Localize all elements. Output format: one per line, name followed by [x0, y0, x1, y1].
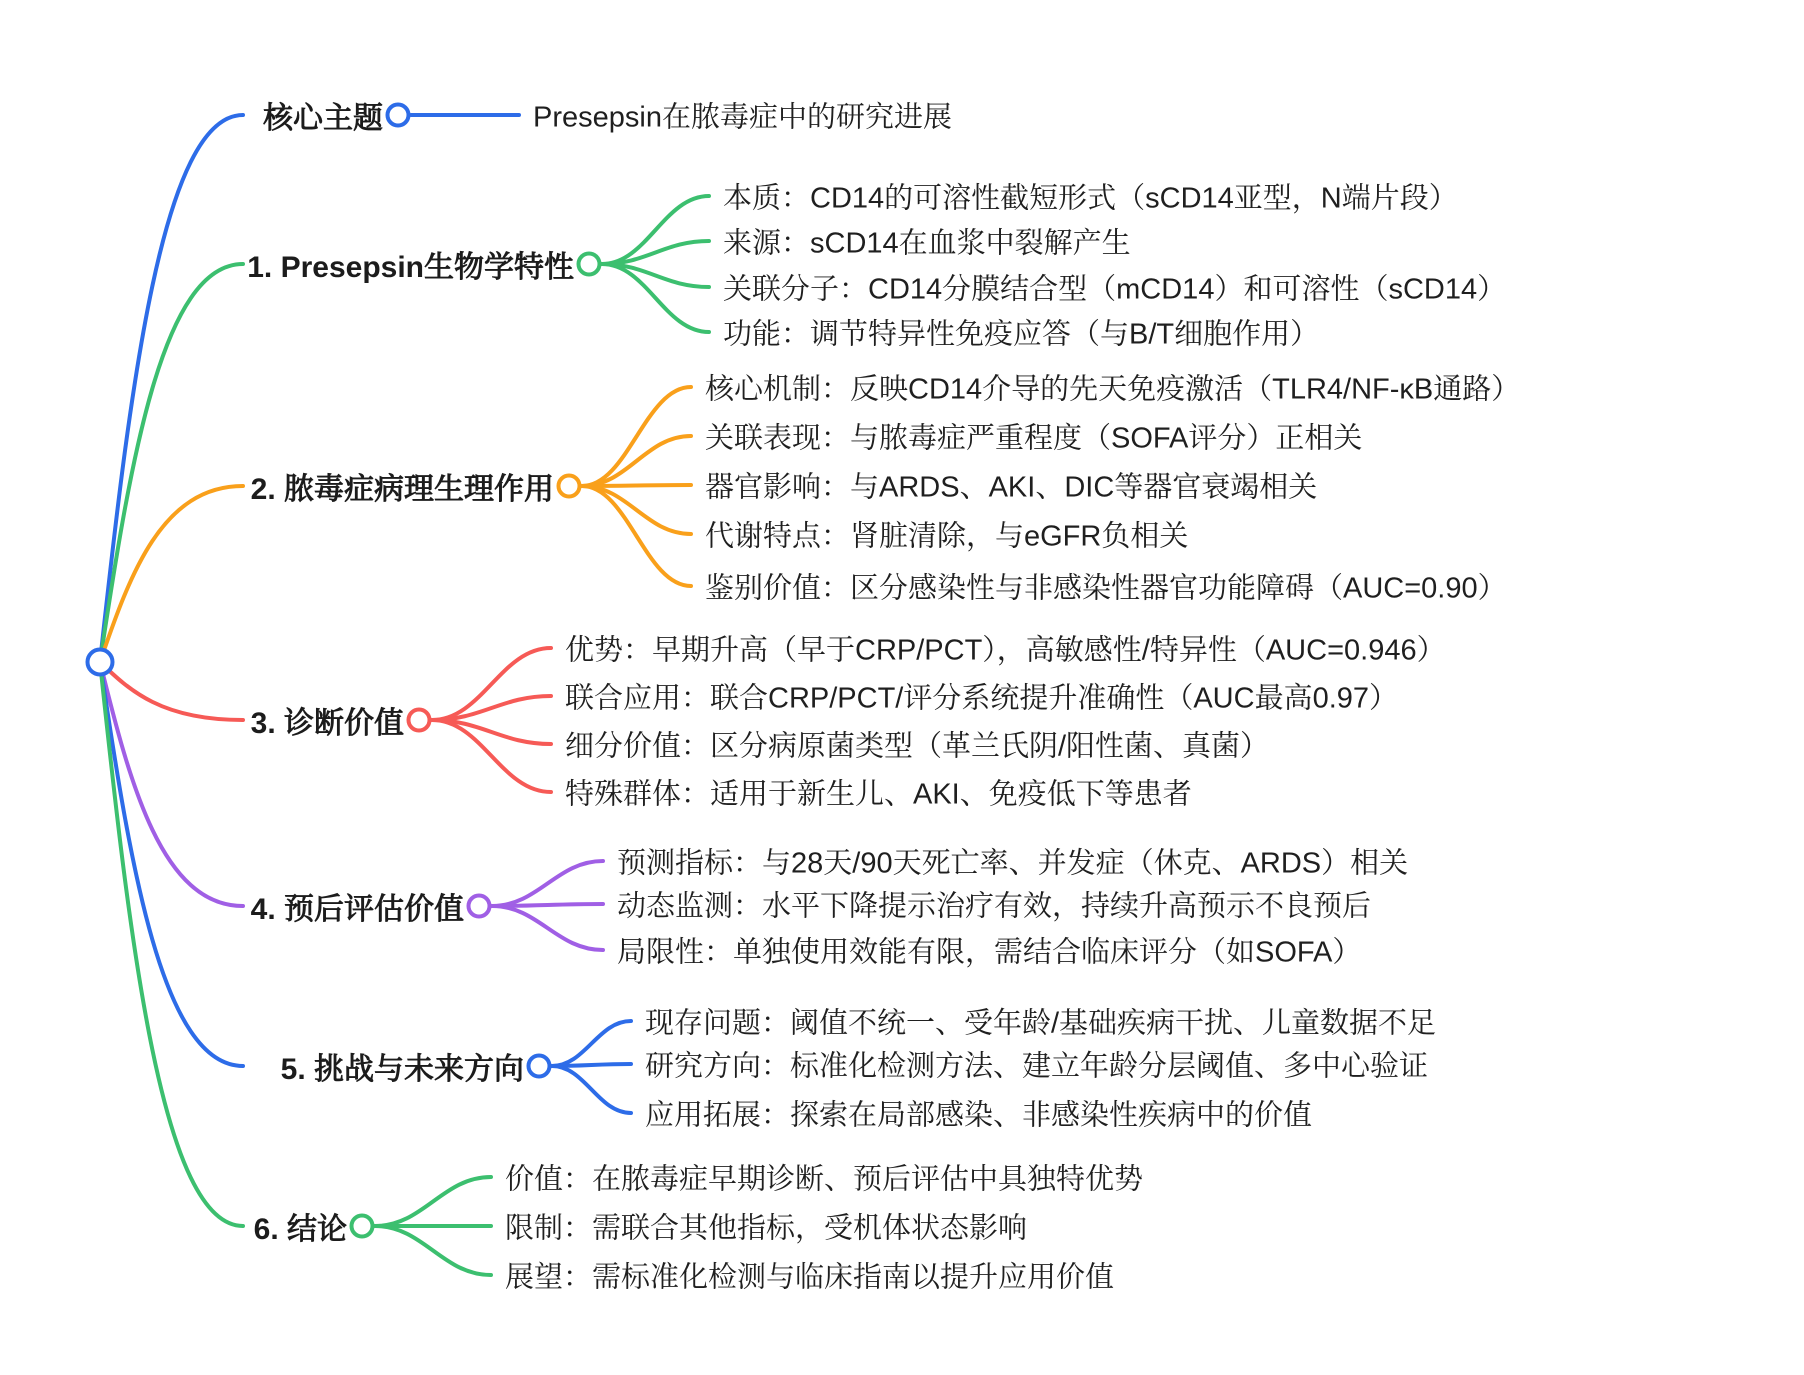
leaf-text[interactable]: 展望：需标准化检测与临床指南以提升应用价值 — [505, 1261, 1115, 1294]
leaf-curve — [552, 1064, 631, 1066]
branch-node-circle-biology[interactable] — [579, 254, 600, 275]
leaf-text[interactable]: 预测指标：与28天/90天死亡率、并发症（休克、ARDS）相关 — [617, 847, 1409, 880]
branch-curve-prognostic-value — [100, 662, 243, 906]
branch-node-circle-conclusion[interactable] — [352, 1216, 373, 1237]
branch-title-pathophysiology[interactable]: 2. 脓毒症病理生理作用 — [250, 473, 554, 506]
branch-node-circle-pathophysiology[interactable] — [559, 476, 580, 497]
leaf-text[interactable]: 现存问题：阈值不统一、受年龄/基础疾病干扰、儿童数据不足 — [645, 1007, 1437, 1040]
leaf-curve — [582, 486, 691, 586]
leaf-text[interactable]: 局限性：单独使用效能有限，需结合临床评分（如SOFA） — [617, 936, 1362, 969]
leaf-curve — [552, 1066, 631, 1113]
leaf-text[interactable]: 器官影响：与ARDS、AKI、DIC等器官衰竭相关 — [705, 471, 1318, 504]
leaf-text[interactable]: 鉴别价值：区分感染性与非感染性器官功能障碍（AUC=0.90） — [705, 572, 1507, 605]
leaf-text[interactable]: 价值：在脓毒症早期诊断、预后评估中具独特优势 — [505, 1163, 1144, 1196]
leaf-text[interactable]: 关联表现：与脓毒症严重程度（SOFA评分）正相关 — [705, 422, 1363, 455]
leaf-curve — [375, 1177, 491, 1226]
leaf-curve — [492, 861, 603, 906]
leaf-text[interactable]: 联合应用：联合CRP/PCT/评分系统提升准确性（AUC最高0.97） — [565, 682, 1399, 715]
branch-curve-diagnostic-value — [100, 662, 243, 720]
leaf-text[interactable]: 代谢特点：肾脏清除，与eGFR负相关 — [705, 520, 1189, 553]
leaf-curve — [582, 436, 691, 486]
leaf-text[interactable]: 本质：CD14的可溶性截短形式（sCD14亚型，N端片段） — [723, 182, 1458, 215]
leaf-text[interactable]: 关联分子：CD14分膜结合型（mCD14）和可溶性（sCD14） — [723, 273, 1507, 306]
leaf-curve — [582, 485, 691, 486]
branch-node-circle-core-topic[interactable] — [388, 105, 409, 126]
leaf-text[interactable]: 核心机制：反映CD14介导的先天免疫激活（TLR4/NF-κB通路） — [705, 373, 1521, 406]
branch-curve-pathophysiology — [100, 486, 243, 662]
root-node-circle[interactable] — [88, 650, 113, 675]
leaf-text[interactable]: 特殊群体：适用于新生儿、AKI、免疫低下等患者 — [565, 778, 1192, 811]
branch-title-conclusion[interactable]: 6. 结论 — [253, 1213, 347, 1246]
leaf-curve — [582, 486, 691, 534]
branch-curve-core-topic — [100, 115, 243, 662]
leaf-text[interactable]: 研究方向：标准化检测方法、建立年龄分层阈值、多中心验证 — [645, 1050, 1429, 1083]
leaf-curve — [492, 906, 603, 950]
leaf-text[interactable]: 限制：需联合其他指标，受机体状态影响 — [505, 1212, 1028, 1245]
leaf-text[interactable]: 来源：sCD14在血浆中裂解产生 — [723, 227, 1131, 260]
branch-title-challenges-future[interactable]: 5. 挑战与未来方向 — [280, 1053, 524, 1086]
leaf-text[interactable]: 应用拓展：探索在局部感染、非感染性疾病中的价值 — [645, 1099, 1313, 1132]
branch-title-biology[interactable]: 1. Presepsin生物学特性 — [247, 251, 574, 284]
leaf-text[interactable]: 优势：早期升高（早于CRP/PCT），高敏感性/特异性（AUC=0.946） — [565, 634, 1446, 667]
leaf-text[interactable]: 细分价值：区分病原菌类型（革兰氏阴/阳性菌、真菌） — [565, 730, 1270, 763]
branch-title-core-topic[interactable]: 核心主题 — [263, 102, 383, 135]
leaf-text[interactable]: 功能：调节特异性免疫应答（与B/T细胞作用） — [723, 318, 1320, 351]
branch-title-prognostic-value[interactable]: 4. 预后评估价值 — [250, 893, 464, 926]
branch-node-circle-prognostic-value[interactable] — [469, 896, 490, 917]
branch-title-diagnostic-value[interactable]: 3. 诊断价值 — [250, 707, 404, 740]
branch-node-circle-diagnostic-value[interactable] — [409, 710, 430, 731]
leaf-curve — [492, 904, 603, 906]
leaf-text[interactable]: Presepsin在脓毒症中的研究进展 — [533, 101, 952, 134]
branch-node-circle-challenges-future[interactable] — [529, 1056, 550, 1077]
leaf-curve — [375, 1226, 491, 1275]
leaf-text[interactable]: 动态监测：水平下降提示治疗有效，持续升高预示不良预后 — [617, 890, 1372, 923]
leaf-curve — [552, 1021, 631, 1066]
